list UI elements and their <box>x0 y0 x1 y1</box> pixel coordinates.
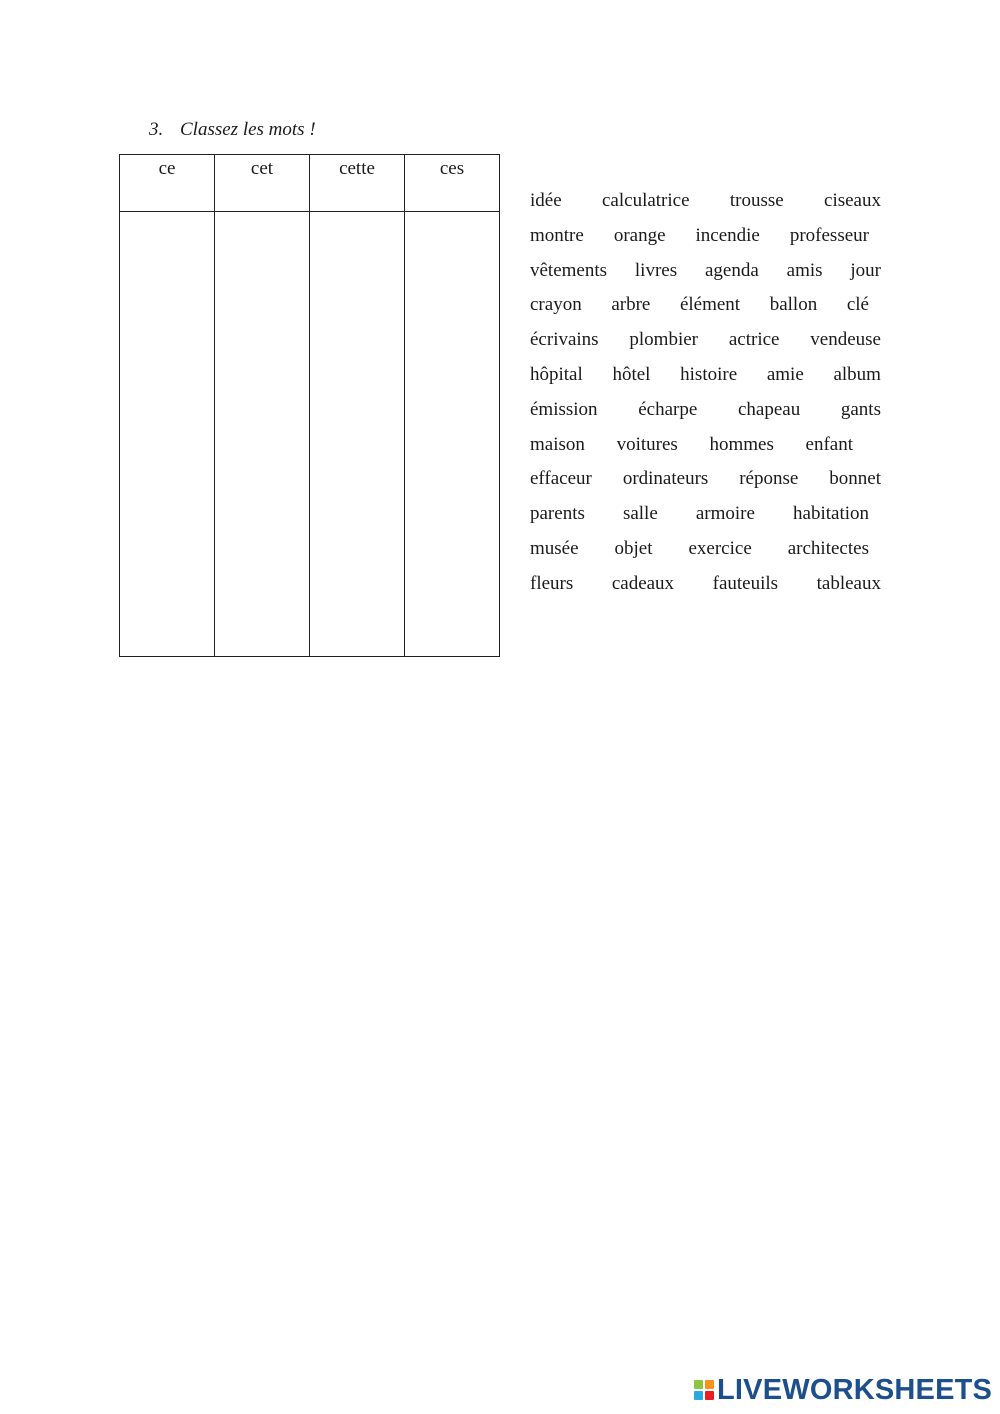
word-row <box>530 535 881 570</box>
column-header-ce: ce <box>120 155 215 212</box>
word-row <box>530 222 881 257</box>
word: hôtel <box>612 363 651 385</box>
word: vendeuse <box>810 329 881 351</box>
word: objet <box>614 537 653 559</box>
word: émission <box>530 398 598 420</box>
word: idée <box>530 190 562 211</box>
word: arbre <box>611 294 651 316</box>
word: fleurs <box>530 572 574 594</box>
liveworksheets-logo-icon <box>694 1380 714 1400</box>
word-row <box>530 257 881 292</box>
logo-brand-text: LIVEWORKSHEETS <box>717 1374 993 1406</box>
word: architectes <box>787 537 869 559</box>
word: élément <box>679 294 741 316</box>
word: amis <box>786 259 823 281</box>
word-row <box>530 431 881 466</box>
answer-cell-ces[interactable] <box>405 212 500 657</box>
word: réponse <box>739 468 799 490</box>
word: fauteuils <box>712 572 779 594</box>
word: maison <box>530 433 585 455</box>
liveworksheets-logo <box>694 1376 992 1404</box>
word-row <box>530 187 881 222</box>
answer-cell-cet[interactable] <box>215 212 310 657</box>
word: écrivains <box>530 329 599 351</box>
word: musée <box>530 537 579 559</box>
exercise-number: 3. <box>149 119 164 140</box>
word: écharpe <box>638 398 698 420</box>
word: livres <box>634 259 678 281</box>
answer-cell-cette[interactable] <box>310 212 405 657</box>
exercise-title <box>149 119 316 141</box>
word: orange <box>613 224 666 246</box>
word: hôpital <box>530 363 583 385</box>
word: exercice <box>688 537 752 559</box>
answer-cell-ce[interactable] <box>120 212 215 657</box>
word: chapeau <box>737 398 801 420</box>
word: ballon <box>769 294 818 316</box>
word: agenda <box>704 259 759 281</box>
word: vêtements <box>530 259 608 281</box>
word: salle <box>622 503 658 525</box>
word: cadeaux <box>611 572 675 594</box>
word: crayon <box>530 294 582 316</box>
exercise-instruction: Classez les mots ! <box>180 119 316 140</box>
table-header-row <box>120 155 500 212</box>
word: hommes <box>709 433 774 455</box>
word-row <box>530 396 881 431</box>
column-header-ces: ces <box>405 155 500 212</box>
table-answer-row <box>120 212 500 657</box>
word: trousse <box>729 190 784 211</box>
word-row <box>530 291 881 326</box>
logo-square-icon <box>705 1380 714 1389</box>
column-header-cette: cette <box>310 155 405 212</box>
sort-table <box>119 154 500 657</box>
word: effaceur <box>530 468 592 490</box>
word-row <box>530 361 881 396</box>
word: actrice <box>728 329 780 351</box>
word: histoire <box>680 363 738 385</box>
word: calculatrice <box>601 190 690 211</box>
logo-square-icon <box>694 1380 703 1389</box>
word: habitation <box>793 503 869 525</box>
word-row <box>530 500 881 535</box>
word: gants <box>840 398 881 420</box>
word: bonnet <box>829 468 881 490</box>
word: album <box>833 363 881 385</box>
column-header-cet: cet <box>215 155 310 212</box>
word-row <box>530 326 881 361</box>
word: plombier <box>629 329 699 351</box>
word: enfant <box>805 433 853 455</box>
word: ordinateurs <box>622 468 709 490</box>
word-row <box>530 465 881 500</box>
word: parents <box>530 503 585 525</box>
word: voitures <box>616 433 678 455</box>
logo-square-icon <box>705 1391 714 1400</box>
word: tableaux <box>816 572 881 594</box>
word: montre <box>530 224 584 246</box>
word-row <box>530 570 881 605</box>
word: armoire <box>695 503 755 525</box>
logo-square-icon <box>694 1391 703 1400</box>
word: jour <box>850 259 881 281</box>
word: professeur <box>789 224 869 246</box>
word: clé <box>846 294 869 316</box>
word: amie <box>766 363 804 385</box>
word: ciseaux <box>824 190 881 211</box>
word: incendie <box>695 224 760 246</box>
word-bank <box>530 187 881 605</box>
